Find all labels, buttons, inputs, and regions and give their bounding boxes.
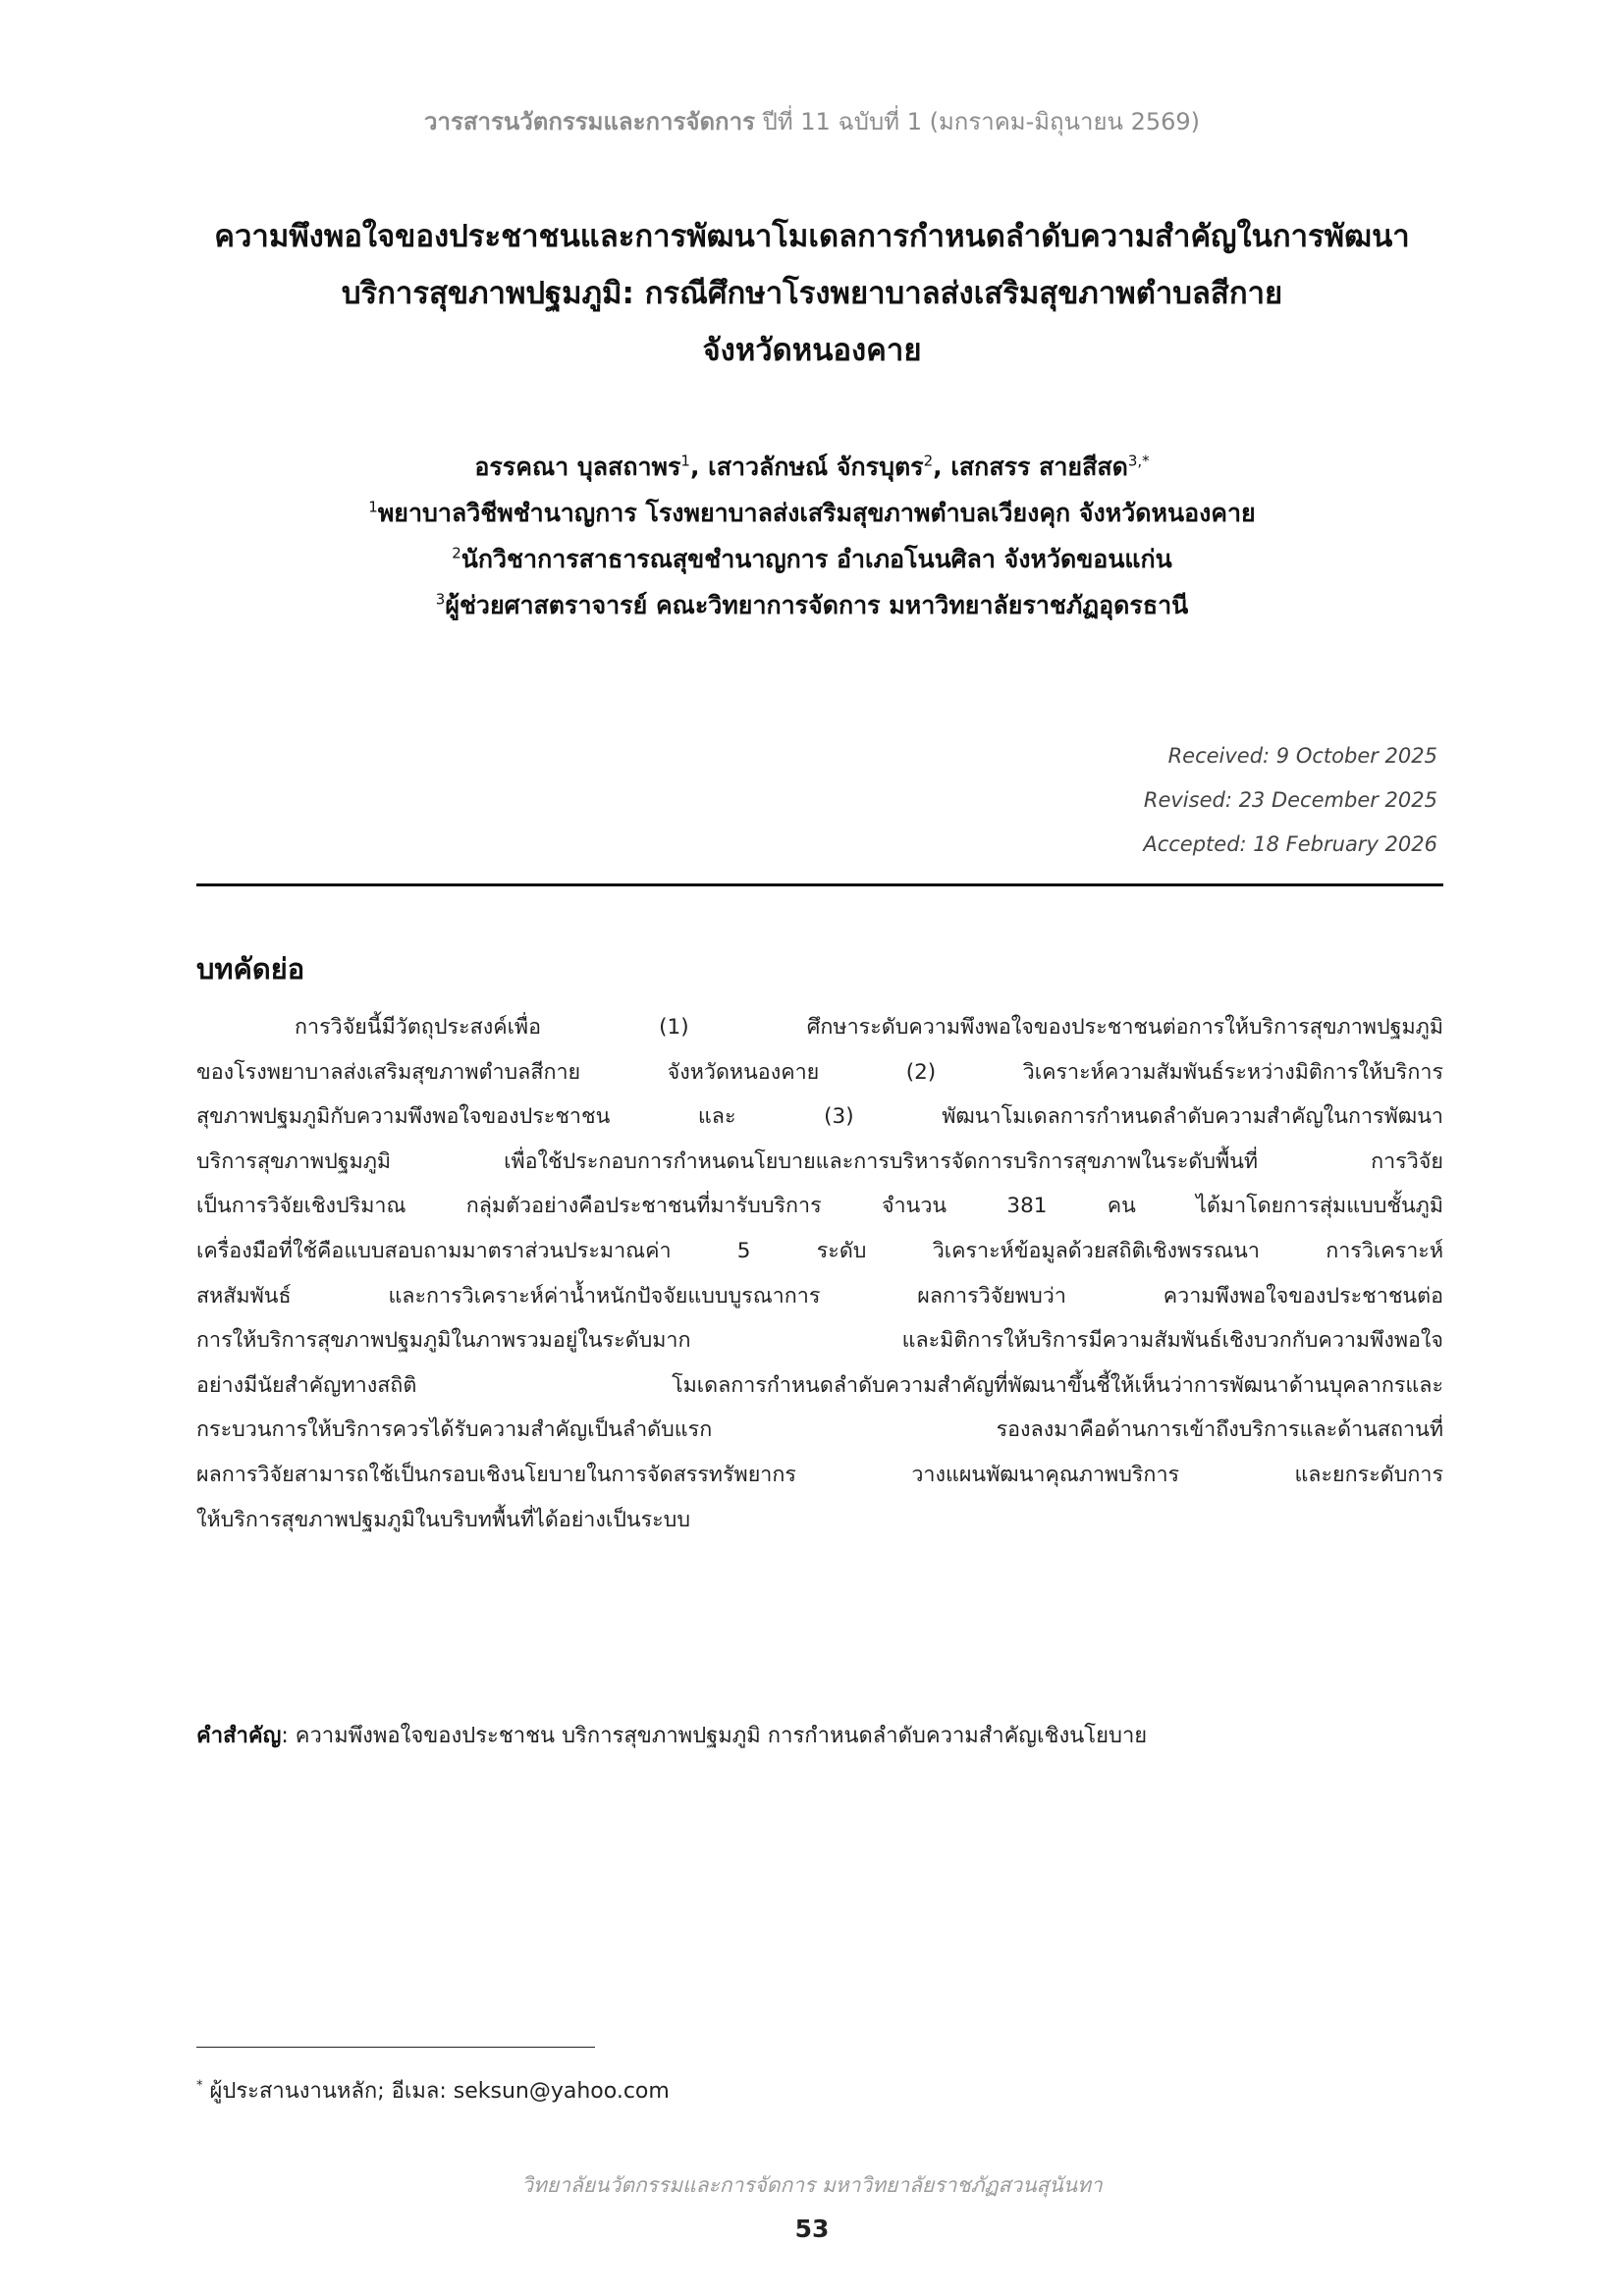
abstract-line: เครื่องมือที่ใช้คือแบบสอบถามมาตราส่วนประมาณค่า 5 ระดับ วิเคราะห์ข้อมูลด้วยสถิติเชิงพรรณนา การวิเคราะห์ [196, 1238, 1443, 1263]
title-line: บริการสุขภาพปฐมภูมิ: กรณีศึกษาโรงพยาบาลส่งเสริมสุขภาพตำบลสีกาย [341, 276, 1283, 311]
abstract-line: สุขภาพปฐมภูมิกับความพึงพอใจของประชาชน และ (3) พัฒนาโมเดลการกำหนดลำดับความสำคัญในการพัฒนา [196, 1104, 1443, 1130]
keywords-text: : ความพึงพอใจของประชาชน บริการสุขภาพปฐมภูมิ การกำหนดลำดับความสำคัญเชิงนโยบาย [281, 1724, 1148, 1748]
footnote-text: ผู้ประสานงานหลัก; อีเมล: seksun@yahoo.com [202, 2079, 670, 2104]
abstract-line: สหสัมพันธ์ และการวิเคราะห์ค่าน้ำหนักปัจจัยแบบบูรณาการ ผลการวิจัยพบว่า ความพึงพอใจของประชาชนต่อ [196, 1283, 1443, 1308]
author-separator: , [933, 453, 951, 481]
journal-issue: ปีที่ 11 ฉบับที่ 1 (มกราคม-มิถุนายน 2569) [754, 108, 1201, 135]
abstract-line: เป็นการวิจัยเชิงปริมาณ กลุ่มตัวอย่างคือประชาชนที่มารับบริการ จำนวน 381 คน ได้มาโดยการสุ่มแบบชั้นภูมิ [196, 1194, 1443, 1219]
keywords [196, 1718, 1443, 1752]
abstract-line: ผลการวิจัยสามารถใช้เป็นกรอบเชิงนโยบายในการจัดสรรทรัพยากร วางแผนพัฒนาคุณภาพบริการ และยกระดับการ [196, 1462, 1443, 1487]
affiliation-mark: 3 [435, 590, 446, 609]
affiliation-line [147, 490, 1477, 536]
author-name: อรรคณา บุลสถาพร [474, 453, 681, 481]
author-separator: , [689, 453, 709, 481]
received-date: Received: 9 October 2025 [1167, 744, 1437, 768]
journal-name: วารสารนวัตกรรมและการจัดการ [423, 108, 755, 135]
author-block [147, 444, 1477, 628]
section-divider [196, 883, 1443, 886]
paper-title [177, 208, 1447, 379]
affiliation-text: นักวิชาการสาธารณสุขชำนาญการ อำเภอโนนศิลา จังหวัดขอนแก่น [460, 545, 1172, 573]
abstract-line: บริการสุขภาพปฐมภูมิ เพื่อใช้ประกอบการกำหนดนโยบายและการบริหารจัดการบริการสุขภาพในระดับพื้นที่ การวิจัย [196, 1148, 1443, 1174]
author-list [147, 444, 1477, 490]
affiliation-mark: 3,* [1127, 452, 1150, 470]
abstract-heading: บทคัดย่อ [196, 952, 305, 986]
abstract-body [196, 1005, 1443, 1542]
journal-header [0, 102, 1624, 140]
abstract-line: ให้บริการสุขภาพปฐมภูมิในบริบทพื้นที่ได้อย่างเป็นระบบ [196, 1507, 690, 1532]
abstract-line: กระบวนการให้บริการควรได้รับความสำคัญเป็นลำดับแรก รองลงมาคือด้านการเข้าถึงบริการและด้านสถานที่ [196, 1417, 1443, 1443]
affiliation-mark: 1 [680, 452, 690, 470]
accepted-date: Accepted: 18 February 2026 [1143, 832, 1437, 856]
abstract-line: อย่างมีนัยสำคัญทางสถิติ โมเดลการกำหนดลำดับความสำคัญที่พัฒนาขึ้นชี้ให้เห็นว่าการพัฒนาด้านบุคลากรและ [196, 1372, 1443, 1398]
submission-dates [1143, 734, 1437, 867]
abstract-line: การให้บริการสุขภาพปฐมภูมิในภาพรวมอยู่ในระดับมาก และมิติการให้บริการมีความสัมพันธ์เชิงบวกกับความพึงพอใจ [196, 1328, 1443, 1354]
footnote-mark: * [196, 2078, 203, 2094]
affiliation-mark: 2 [452, 544, 461, 562]
affiliation-line [147, 582, 1477, 628]
author-name: เสกสรร สายสีสด [950, 453, 1128, 481]
affiliation-text: พยาบาลวิชีพชำนาญการ โรงพยาบาลส่งเสริมสุขภาพตำบลเวียงคุก จังหวัดหนองคาย [377, 499, 1256, 527]
revised-date: Revised: 23 December 2025 [1143, 788, 1437, 812]
author-name: เสาวลักษณ์ จักรบุตร [708, 453, 924, 481]
affiliation-line [147, 536, 1477, 582]
affiliation-text: ผู้ช่วยศาสตราจารย์ คณะวิทยาการจัดการ มหาวิทยาลัยราชภัฏอุดรธานี [445, 591, 1189, 619]
title-line: ความพึงพอใจของประชาชนและการพัฒนาโมเดลการกำหนดลำดับความสำคัญในการพัฒนา [214, 219, 1410, 254]
title-line: จังหวัดหนองคาย [702, 333, 922, 368]
corresponding-footnote [196, 2073, 670, 2108]
abstract-line: ของโรงพยาบาลส่งเสริมสุขภาพตำบลสีกาย จังหวัดหนองคาย (2) วิเคราะห์ความสัมพันธ์ระหว่างมิติการให้บริการ [196, 1059, 1443, 1085]
keywords-label: คำสำคัญ [196, 1724, 282, 1748]
page-number: 53 [794, 2215, 830, 2243]
abstract-line: การวิจัยนี้มีวัตถุประสงค์เพื่อ (1) ศึกษาระดับความพึงพอใจของประชาชนต่อการให้บริการสุขภาพปฐมภูมิ [295, 1015, 1443, 1040]
affiliation-mark: 2 [923, 452, 934, 470]
footnote-divider [196, 2047, 595, 2048]
affiliation-mark: 1 [368, 498, 378, 516]
footer-institution: วิทยาลัยนวัตกรรมและการจัดการ มหาวิทยาลัยราชภัฏสวนสุนันทา [521, 2173, 1103, 2197]
